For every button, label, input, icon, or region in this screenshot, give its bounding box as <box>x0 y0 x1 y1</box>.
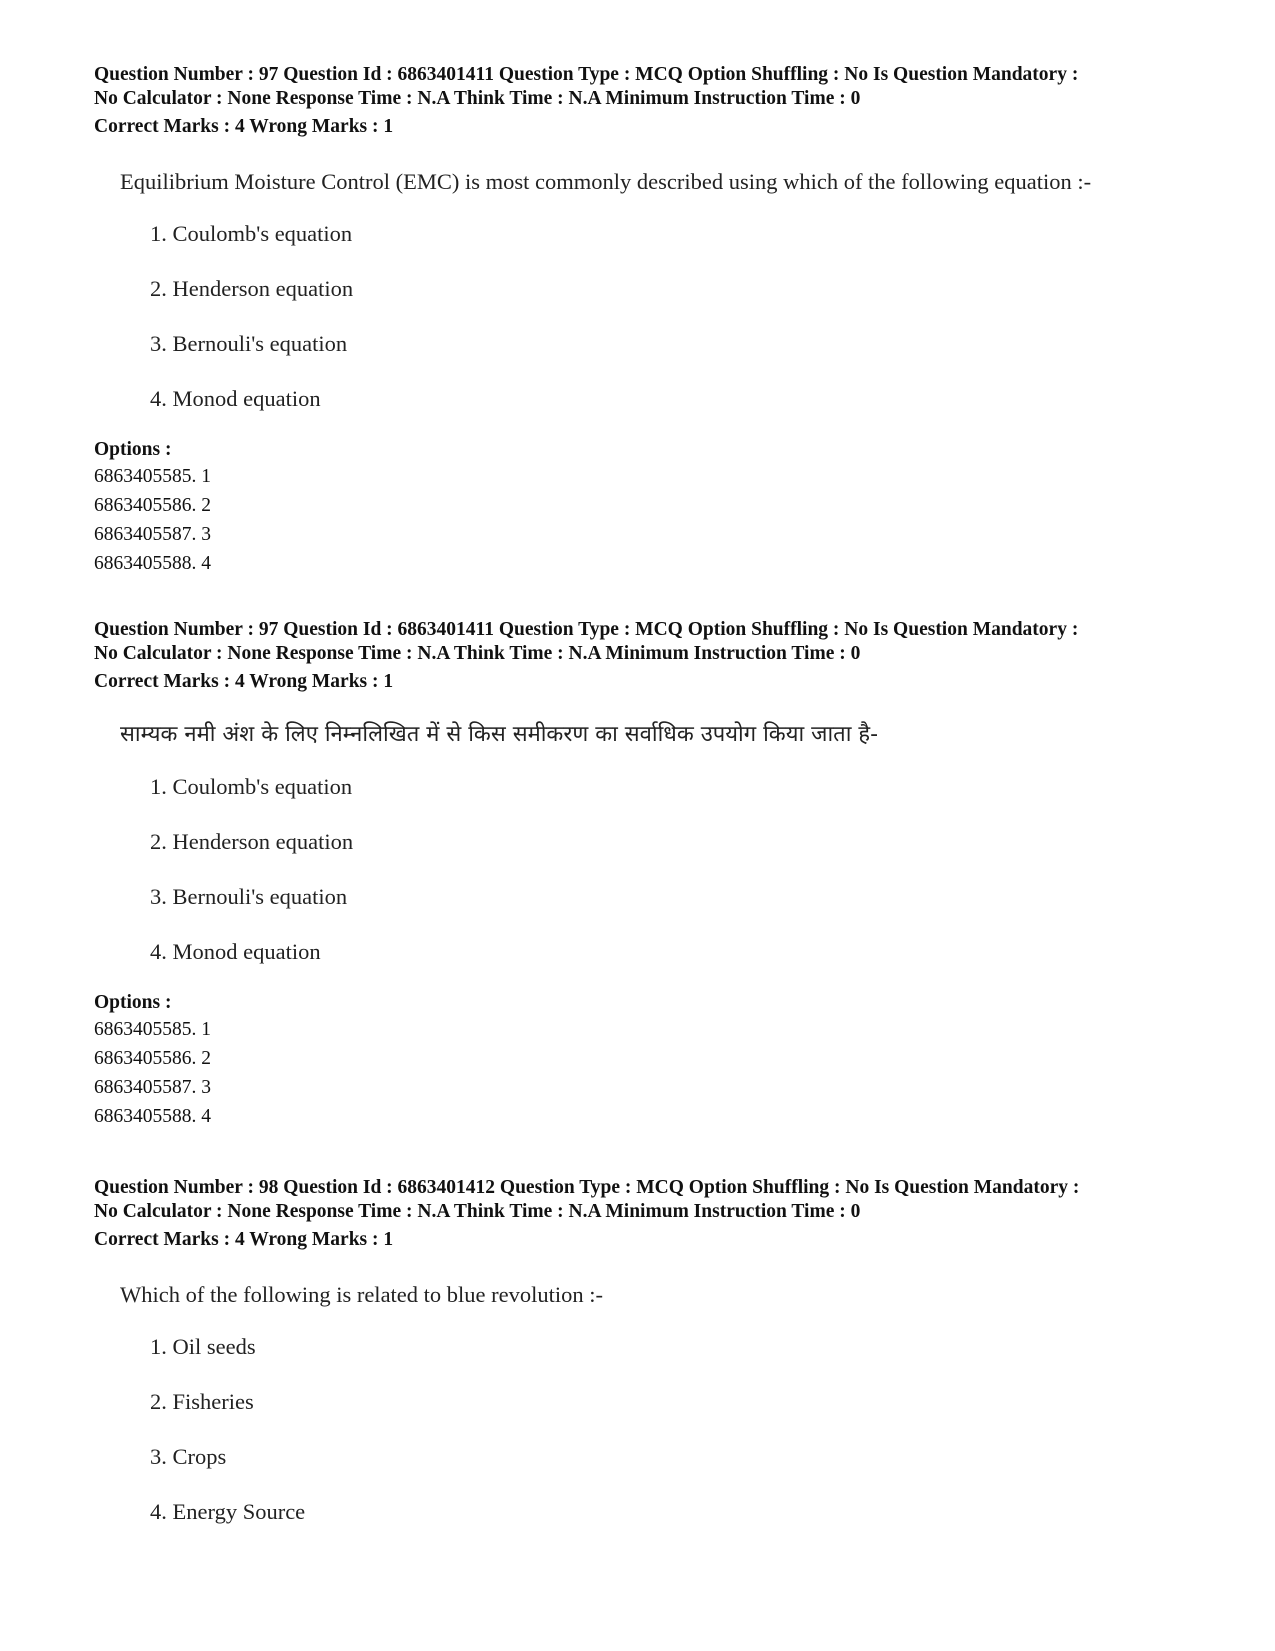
choice-item: 3. Bernouli's equation <box>150 884 348 909</box>
choice-list <box>150 1332 1214 1527</box>
question-block-98-english <box>94 1176 1214 1527</box>
choice-list <box>150 219 1214 414</box>
choice-item: 4. Energy Source <box>150 1499 306 1524</box>
option-id: 6863405585. 1 <box>94 1019 211 1040</box>
question-meta-line-2: No Calculator : None Response Time : N.A Think Time : N.A Minimum Instruction Time : 0 <box>94 1201 861 1222</box>
question-marks: Correct Marks : 4 Wrong Marks : 1 <box>94 116 394 137</box>
options-label: Options : <box>94 992 172 1013</box>
question-marks: Correct Marks : 4 Wrong Marks : 1 <box>94 1229 394 1250</box>
question-meta-line-1: Question Number : 98 Question Id : 6863401412 Question Type : MCQ Option Shuffling : No Is Question Mandatory : <box>94 1177 1080 1198</box>
choice-item: 4. Monod equation <box>150 386 321 411</box>
choice-item: 4. Monod equation <box>150 939 321 964</box>
choice-item: 2. Fisheries <box>150 1389 254 1414</box>
option-id: 6863405587. 3 <box>94 524 211 545</box>
option-id: 6863405588. 4 <box>94 1106 211 1127</box>
option-id: 6863405587. 3 <box>94 1077 211 1098</box>
question-marks: Correct Marks : 4 Wrong Marks : 1 <box>94 671 394 692</box>
option-id: 6863405586. 2 <box>94 495 211 516</box>
question-text: Equilibrium Moisture Control (EMC) is most commonly described using which of the following equation :- <box>120 169 1092 194</box>
question-meta-line-2: No Calculator : None Response Time : N.A Think Time : N.A Minimum Instruction Time : 0 <box>94 88 861 109</box>
question-meta-line-2: No Calculator : None Response Time : N.A Think Time : N.A Minimum Instruction Time : 0 <box>94 643 861 664</box>
choice-item: 3. Bernouli's equation <box>150 331 348 356</box>
choice-list <box>150 772 1214 967</box>
question-meta-line-1: Question Number : 97 Question Id : 6863401411 Question Type : MCQ Option Shuffling : No Is Question Mandatory : <box>94 64 1079 85</box>
option-id: 6863405585. 1 <box>94 466 211 487</box>
choice-item: 2. Henderson equation <box>150 829 354 854</box>
option-id: 6863405586. 2 <box>94 1048 211 1069</box>
choice-item: 3. Crops <box>150 1444 227 1469</box>
choice-item: 1. Coulomb's equation <box>150 774 353 799</box>
question-block-97-english <box>94 63 1214 578</box>
choice-item: 1. Oil seeds <box>150 1334 256 1359</box>
choice-item: 2. Henderson equation <box>150 276 354 301</box>
question-meta-line-1: Question Number : 97 Question Id : 6863401411 Question Type : MCQ Option Shuffling : No Is Question Mandatory : <box>94 619 1079 640</box>
question-text: Which of the following is related to blue revolution :- <box>120 1282 604 1307</box>
question-text: साम्यक नमी अंश के लिए निम्नलिखित में से किस समीकरण का सर्वाधिक उपयोग किया जाता है- <box>120 722 879 747</box>
option-id: 6863405588. 4 <box>94 553 211 574</box>
question-block-97-hindi <box>94 618 1214 1131</box>
options-label: Options : <box>94 439 172 460</box>
choice-item: 1. Coulomb's equation <box>150 221 353 246</box>
